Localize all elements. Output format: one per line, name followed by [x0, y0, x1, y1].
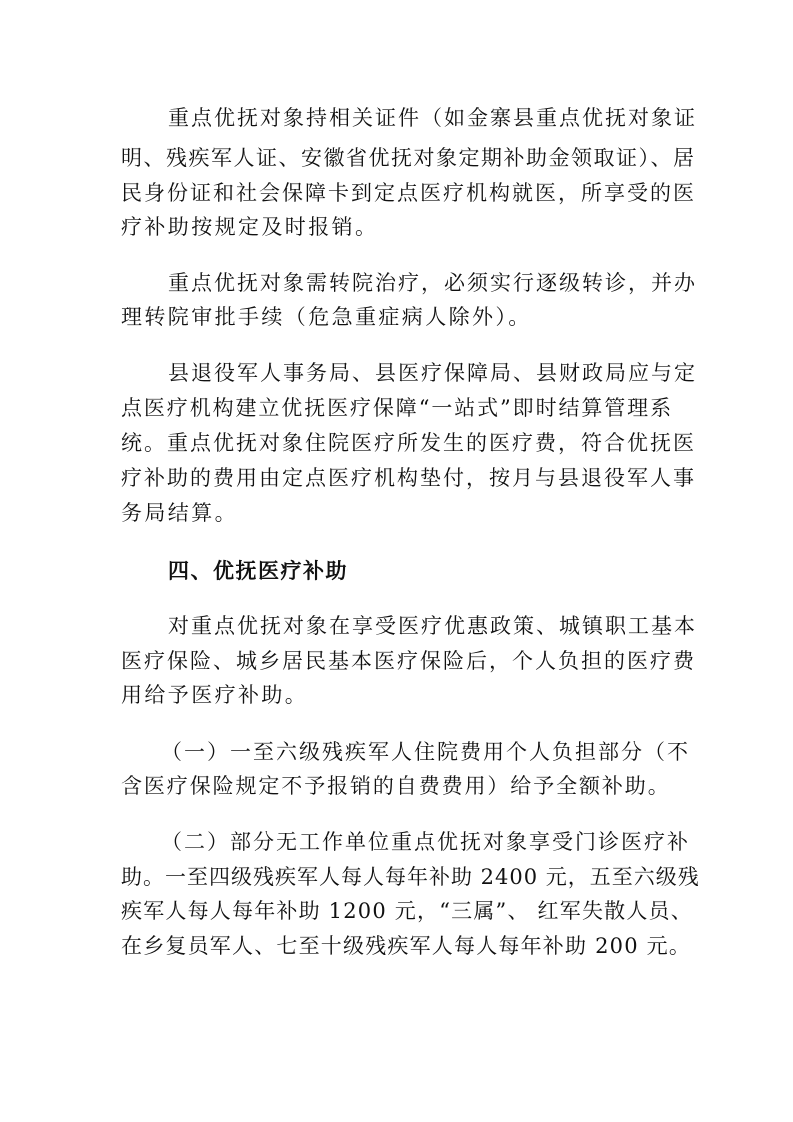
- paragraph-2-line-2: 理转院审批手续（危急重症病人除外）。: [121, 305, 532, 329]
- paragraph-1-line-4: 疗补助按规定及时报销。: [121, 215, 379, 239]
- paragraph-5-line-1: （一）一至六级残疾军人住院费用个人负担部分（不: [161, 740, 690, 764]
- paragraph-4-line-1: 对重点优抚对象在享受医疗优惠政策、城镇职工基本: [168, 614, 697, 638]
- paragraph-1-line-3: 民身份证和社会保障卡到定点医疗机构就医，所享受的医: [121, 181, 696, 205]
- paragraph-2-line-1: 重点优抚对象需转院治疗，必须实行逐级转诊，并办: [168, 271, 697, 295]
- paragraph-6-line-4: 在乡复员军人、七至十级残疾军人每人每年补助 200 元。: [121, 934, 692, 958]
- paragraph-3-line-5: 务局结算。: [121, 501, 238, 525]
- paragraph-6-line-1: （二）部分无工作单位重点优抚对象享受门诊医疗补: [161, 830, 690, 854]
- paragraph-6-line-2: 助。一至四级残疾军人每人每年补助 2400 元，五至六级残: [121, 865, 700, 889]
- paragraph-3-line-2: 点医疗机构建立优抚医疗保障“一站式”即时结算管理系: [121, 396, 673, 420]
- paragraph-6-line-3: 疾军人每人每年补助 1200 元，“三属”、 红军失散人员、: [121, 899, 693, 923]
- paragraph-5-line-2: 含医疗保险规定不予报销的自费费用）给予全额补助。: [121, 774, 671, 798]
- paragraph-4-line-3: 用给予医疗补助。: [121, 683, 309, 707]
- paragraph-3-line-3: 统。重点优抚对象住院医疗所发生的医疗费，符合优抚医: [121, 431, 696, 455]
- paragraph-1-line-1: 重点优抚对象持相关证件（如金寨县重点优抚对象证: [168, 106, 697, 130]
- paragraph-3-line-4: 疗补助的费用由定点医疗机构垫付，按月与县退役军人事: [121, 466, 696, 490]
- paragraph-4-line-2: 医疗保险、城乡居民基本医疗保险后，个人负担的医疗费: [121, 649, 696, 673]
- section-heading: 四、优抚医疗补助: [168, 559, 348, 583]
- paragraph-3-line-1: 县退役军人事务局、县医疗保障局、县财政局应与定: [168, 361, 697, 385]
- paragraph-1-line-2: 明、残疾军人证、安徽省优抚对象定期补助金领取证）、居: [121, 146, 696, 170]
